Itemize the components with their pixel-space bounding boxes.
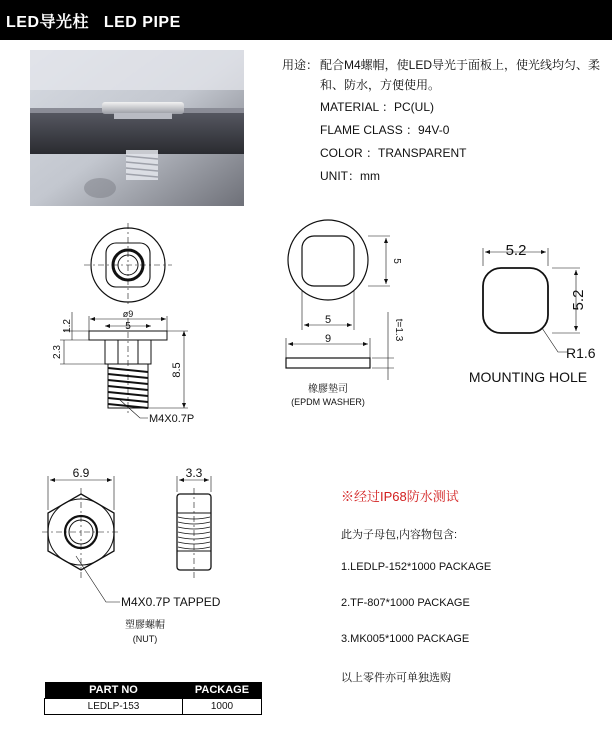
washer-dim-side: 5 — [391, 258, 402, 264]
nut-dim-across: 6.9 — [72, 466, 90, 480]
cell-package: 1000 — [183, 699, 262, 715]
nut-side-view — [177, 476, 211, 578]
nut-thread-label: M4X0.7P TAPPED — [121, 595, 221, 609]
package-intro: 此为子母包,内容物包含: — [341, 529, 458, 541]
nut-label-cn: 塑膠螺帽 — [125, 620, 165, 631]
cell-part-no: LEDLP-153 — [45, 699, 183, 715]
washer-dim-outer: 9 — [324, 333, 332, 345]
spec-flame-class: FLAME CLASS ：94V-0 — [320, 123, 450, 137]
pipe-dim-top-height: 1.2 — [62, 319, 73, 333]
separate-purchase-note: 以上零件亦可单独选购 — [341, 672, 451, 684]
spec-unit: UNIT：mm — [320, 169, 380, 183]
pipe-dim-total-height: 8.5 — [171, 362, 183, 378]
pipe-dim-head-width: 5 — [125, 321, 131, 332]
mounting-hole-view — [483, 248, 580, 352]
nut-top-view — [42, 476, 120, 602]
mounting-hole-label: MOUNTING HOLE — [468, 369, 588, 385]
package-item-3: 3.MK005*1000 PACKAGE — [341, 633, 470, 645]
table-row — [45, 699, 262, 715]
header-part-no: PART NO — [45, 682, 183, 699]
washer-label-en: (EPDM WASHER) — [291, 397, 365, 407]
page-title: LED导光柱 LED PIPE — [6, 14, 181, 31]
usage-line-2: 和、防水，方便使用。 — [320, 78, 441, 92]
nut-dim-thickness: 3.3 — [185, 466, 203, 480]
washer-label-cn: 橡膠墊司 — [308, 384, 348, 395]
ip68-note: ※经过IP68防水测试 — [341, 489, 459, 504]
hole-dim-radius: R1.6 — [566, 345, 596, 361]
nut-label-en: (NUT) — [132, 634, 158, 644]
washer-dim-thickness: t=1.3 — [393, 318, 404, 342]
package-item-2: 2.TF-807*1000 PACKAGE — [341, 597, 470, 609]
spec-material: MATERIAL ：PC(UL) — [320, 100, 435, 114]
package-item-1: 1.LEDLP-152*1000 PACKAGE — [341, 561, 492, 573]
pipe-top-view — [84, 223, 172, 307]
washer-top-view — [288, 220, 390, 330]
spec-color: COLOR ：TRANSPARENT — [320, 146, 467, 160]
pipe-side-view — [60, 312, 188, 418]
usage-line-1: 配合M4螺帽，使LED导光于面板上，使光线均匀、柔 — [320, 58, 601, 72]
header-package: PACKAGE — [183, 682, 262, 699]
hole-dim-width: 5.2 — [505, 242, 527, 259]
washer-dim-width: 5 — [324, 314, 332, 326]
pipe-thread-label: M4X0.7P — [149, 413, 195, 425]
table-header-row — [45, 682, 262, 699]
hole-dim-height: 5.2 — [570, 289, 587, 311]
pipe-dim-diameter: ø9 — [122, 309, 134, 319]
pipe-dim-flange-height: 2.3 — [52, 345, 63, 359]
usage-label: 用途： — [282, 58, 319, 72]
part-table — [44, 682, 262, 715]
